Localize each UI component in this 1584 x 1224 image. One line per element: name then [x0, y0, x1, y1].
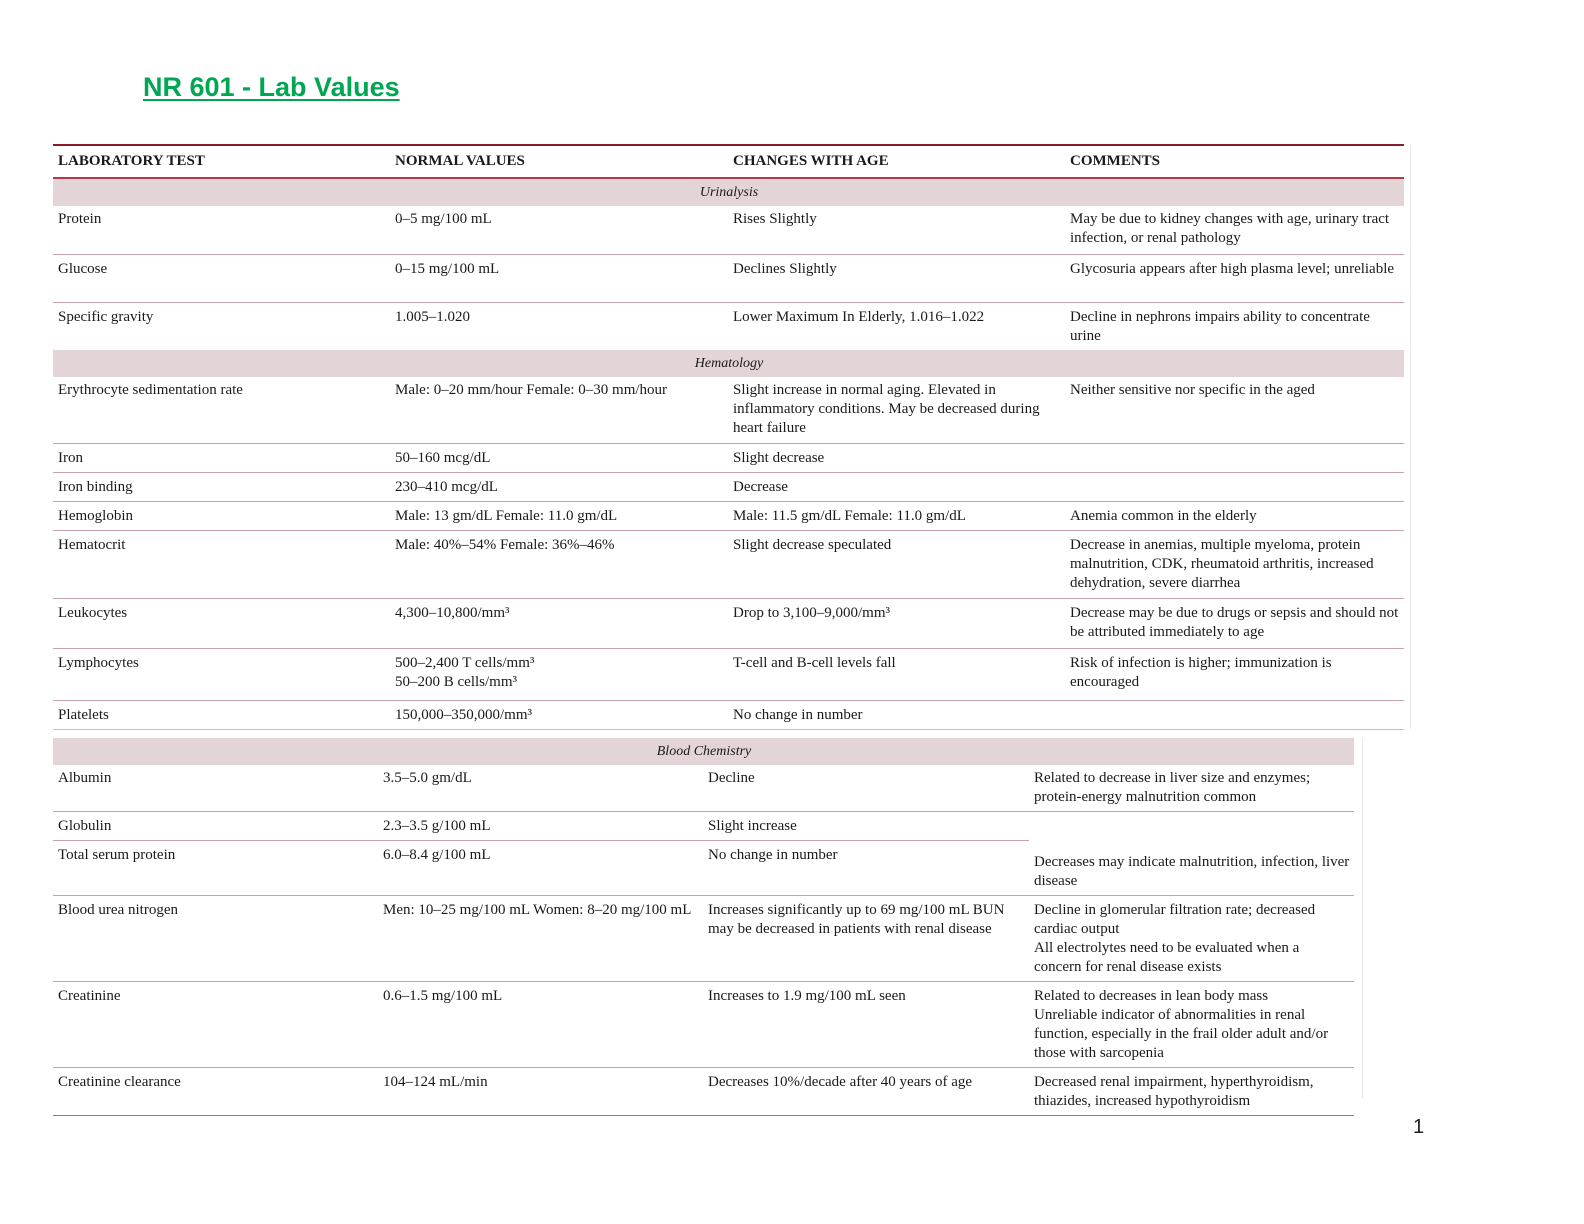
cell-test: Albumin	[53, 765, 378, 812]
table-row	[53, 812, 1354, 841]
cell-test: Hemoglobin	[53, 501, 390, 530]
table-row	[53, 472, 1404, 501]
cell-normal: 0–15 mg/100 mL	[390, 254, 728, 302]
cell-test: Creatinine clearance	[53, 1067, 378, 1115]
cell-changes: Slight increase in normal aging. Elevated in inflammatory conditions. May be decreased during heart failure	[728, 377, 1065, 443]
cell-changes: Decreases 10%/decade after 40 years of age	[703, 1067, 1029, 1115]
cell-test: Platelets	[53, 700, 390, 729]
cell-comments: Related to decrease in liver size and enzymes; protein-energy malnutrition common	[1029, 765, 1354, 812]
cell-test: Leukocytes	[53, 598, 390, 648]
table-row	[53, 648, 1404, 700]
cell-comments	[1065, 472, 1404, 501]
table-row	[53, 1067, 1354, 1115]
section-header-blood-chemistry	[53, 738, 1354, 765]
header-normal-values: NORMAL VALUES	[390, 145, 728, 178]
cell-changes: Drop to 3,100–9,000/mm³	[728, 598, 1065, 648]
cell-changes: Male: 11.5 gm/dL Female: 11.0 gm/dL	[728, 501, 1065, 530]
table-edge	[1362, 738, 1363, 1098]
cell-comments	[1029, 812, 1354, 841]
cell-normal: 1.005–1.020	[395, 308, 470, 325]
cell-test: Blood urea nitrogen	[53, 895, 378, 981]
cell-test: Globulin	[53, 812, 378, 841]
cell-normal: 6.0–8.4 g/100 mL	[378, 841, 703, 896]
blood-chemistry-table	[53, 738, 1354, 1116]
cell-test: Hematocrit	[53, 530, 390, 598]
table-header-row	[53, 145, 1404, 178]
cell-comments	[1065, 700, 1404, 729]
cell-normal: 50–160 mcg/dL	[390, 443, 728, 472]
cell-normal: 2.3–3.5 g/100 mL	[378, 812, 703, 841]
cell-normal: 3.5–5.0 gm/dL	[378, 765, 703, 812]
table-row	[53, 981, 1354, 1067]
cell-normal: 104–124 mL/min	[378, 1067, 703, 1115]
table-row	[53, 501, 1404, 530]
table-row	[53, 530, 1404, 598]
cell-line: 500–2,400 T cells/mm³	[395, 654, 535, 671]
cell-changes: No change in number	[703, 841, 1029, 896]
cell-line: Related to decreases in lean body mass	[1034, 987, 1269, 1004]
cell-comments: Risk of infection is higher; immunization is encouraged	[1065, 648, 1404, 700]
table-row	[53, 700, 1404, 729]
table-row	[53, 443, 1404, 472]
table-row	[53, 302, 1404, 350]
cell-line: Decline in glomerular filtration rate; decreased cardiac output	[1034, 901, 1316, 937]
cell-comments	[1029, 895, 1354, 981]
cell-changes: Decrease	[728, 472, 1065, 501]
table-row	[53, 895, 1354, 981]
cell-test: Iron binding	[53, 472, 390, 501]
cell-normal: 4,300–10,800/mm³	[390, 598, 728, 648]
cell-changes: Slight decrease speculated	[728, 530, 1065, 598]
cell-comments: Neither sensitive nor specific in the aged	[1065, 377, 1404, 443]
cell-test: Creatinine	[53, 981, 378, 1067]
cell-comments: Decline in nephrons impairs ability to concentrate urine	[1070, 308, 1370, 344]
cell-normal	[390, 648, 728, 700]
header-changes-with-age: CHANGES WITH AGE	[728, 145, 1065, 178]
cell-changes: Declines Slightly	[728, 254, 1065, 302]
cell-line: All electrolytes need to be evaluated when a concern for renal disease exists	[1034, 939, 1300, 975]
table-row	[53, 254, 1404, 302]
cell-line: 50–200 B cells/mm³	[395, 673, 517, 690]
document-title: NR 601 - Lab Values	[143, 72, 400, 102]
cell-test: Specific gravity	[58, 308, 154, 325]
lab-values-table	[53, 144, 1404, 730]
cell-test: Lymphocytes	[53, 648, 390, 700]
table-row	[53, 765, 1354, 812]
cell-comments: May be due to kidney changes with age, urinary tract infection, or renal pathology	[1065, 206, 1404, 254]
table-edge	[1410, 144, 1411, 729]
section-header-hematology	[53, 350, 1404, 377]
section-title: Hematology	[53, 350, 1404, 377]
page-number: 1	[1413, 1116, 1425, 1138]
cell-changes: Increases significantly up to 69 mg/100 mL BUN may be decreased in patients with renal disease	[703, 895, 1029, 981]
cell-line: Unreliable indicator of abnormalities in renal function, especially in the frail older adult and/or those with sarcopenia	[1034, 1006, 1329, 1061]
cell-changes: Slight decrease	[728, 443, 1065, 472]
cell-test: Protein	[53, 206, 390, 254]
header-comments: COMMENTS	[1065, 145, 1404, 178]
cell-changes: No change in number	[728, 700, 1065, 729]
cell-test: Glucose	[53, 254, 390, 302]
section-header-urinalysis	[53, 178, 1404, 206]
cell-changes: Lower Maximum In Elderly, 1.016–1.022	[733, 308, 985, 325]
cell-changes: Increases to 1.9 mg/100 mL seen	[703, 981, 1029, 1067]
cell-test: Total serum protein	[53, 841, 378, 896]
cell-changes: Slight increase	[703, 812, 1029, 841]
cell-test: Iron	[53, 443, 390, 472]
cell-normal: Male: 40%–54% Female: 36%–46%	[390, 530, 728, 598]
cell-normal: Male: 0–20 mm/hour Female: 0–30 mm/hour	[390, 377, 728, 443]
header-laboratory-test: LABORATORY TEST	[53, 145, 390, 178]
section-title: Urinalysis	[53, 178, 1404, 206]
cell-normal: 0–5 mg/100 mL	[390, 206, 728, 254]
cell-changes: Decline	[703, 765, 1029, 812]
cell-normal: Men: 10–25 mg/100 mL Women: 8–20 mg/100 mL	[378, 895, 703, 981]
cell-comments: Decrease in anemias, multiple myeloma, protein malnutrition, CDK, rheumatoid arthritis, increased dehydration, severe diarrhea	[1065, 530, 1404, 598]
cell-comments: Anemia common in the elderly	[1065, 501, 1404, 530]
section-title: Blood Chemistry	[53, 738, 1354, 765]
cell-comments: Decreases may indicate malnutrition, infection, liver disease	[1029, 841, 1354, 896]
table-row	[53, 598, 1404, 648]
cell-comments: Glycosuria appears after high plasma level; unreliable	[1065, 254, 1404, 302]
cell-changes: Rises Slightly	[728, 206, 1065, 254]
cell-comments: Decrease may be due to drugs or sepsis and should not be attributed immediately to age	[1065, 598, 1404, 648]
cell-comments: Decreased renal impairment, hyperthyroidism, thiazides, increased hypothyroidism	[1029, 1067, 1354, 1115]
cell-normal: Male: 13 gm/dL Female: 11.0 gm/dL	[390, 501, 728, 530]
cell-normal: 150,000–350,000/mm³	[390, 700, 728, 729]
cell-normal: 230–410 mcg/dL	[390, 472, 728, 501]
cell-comments	[1065, 443, 1404, 472]
cell-changes: T-cell and B-cell levels fall	[728, 648, 1065, 700]
cell-normal: 0.6–1.5 mg/100 mL	[378, 981, 703, 1067]
cell-test: Erythrocyte sedimentation rate	[53, 377, 390, 443]
table-row	[53, 377, 1404, 443]
table-row	[53, 841, 1354, 896]
cell-comments	[1029, 981, 1354, 1067]
table-row	[53, 206, 1404, 254]
